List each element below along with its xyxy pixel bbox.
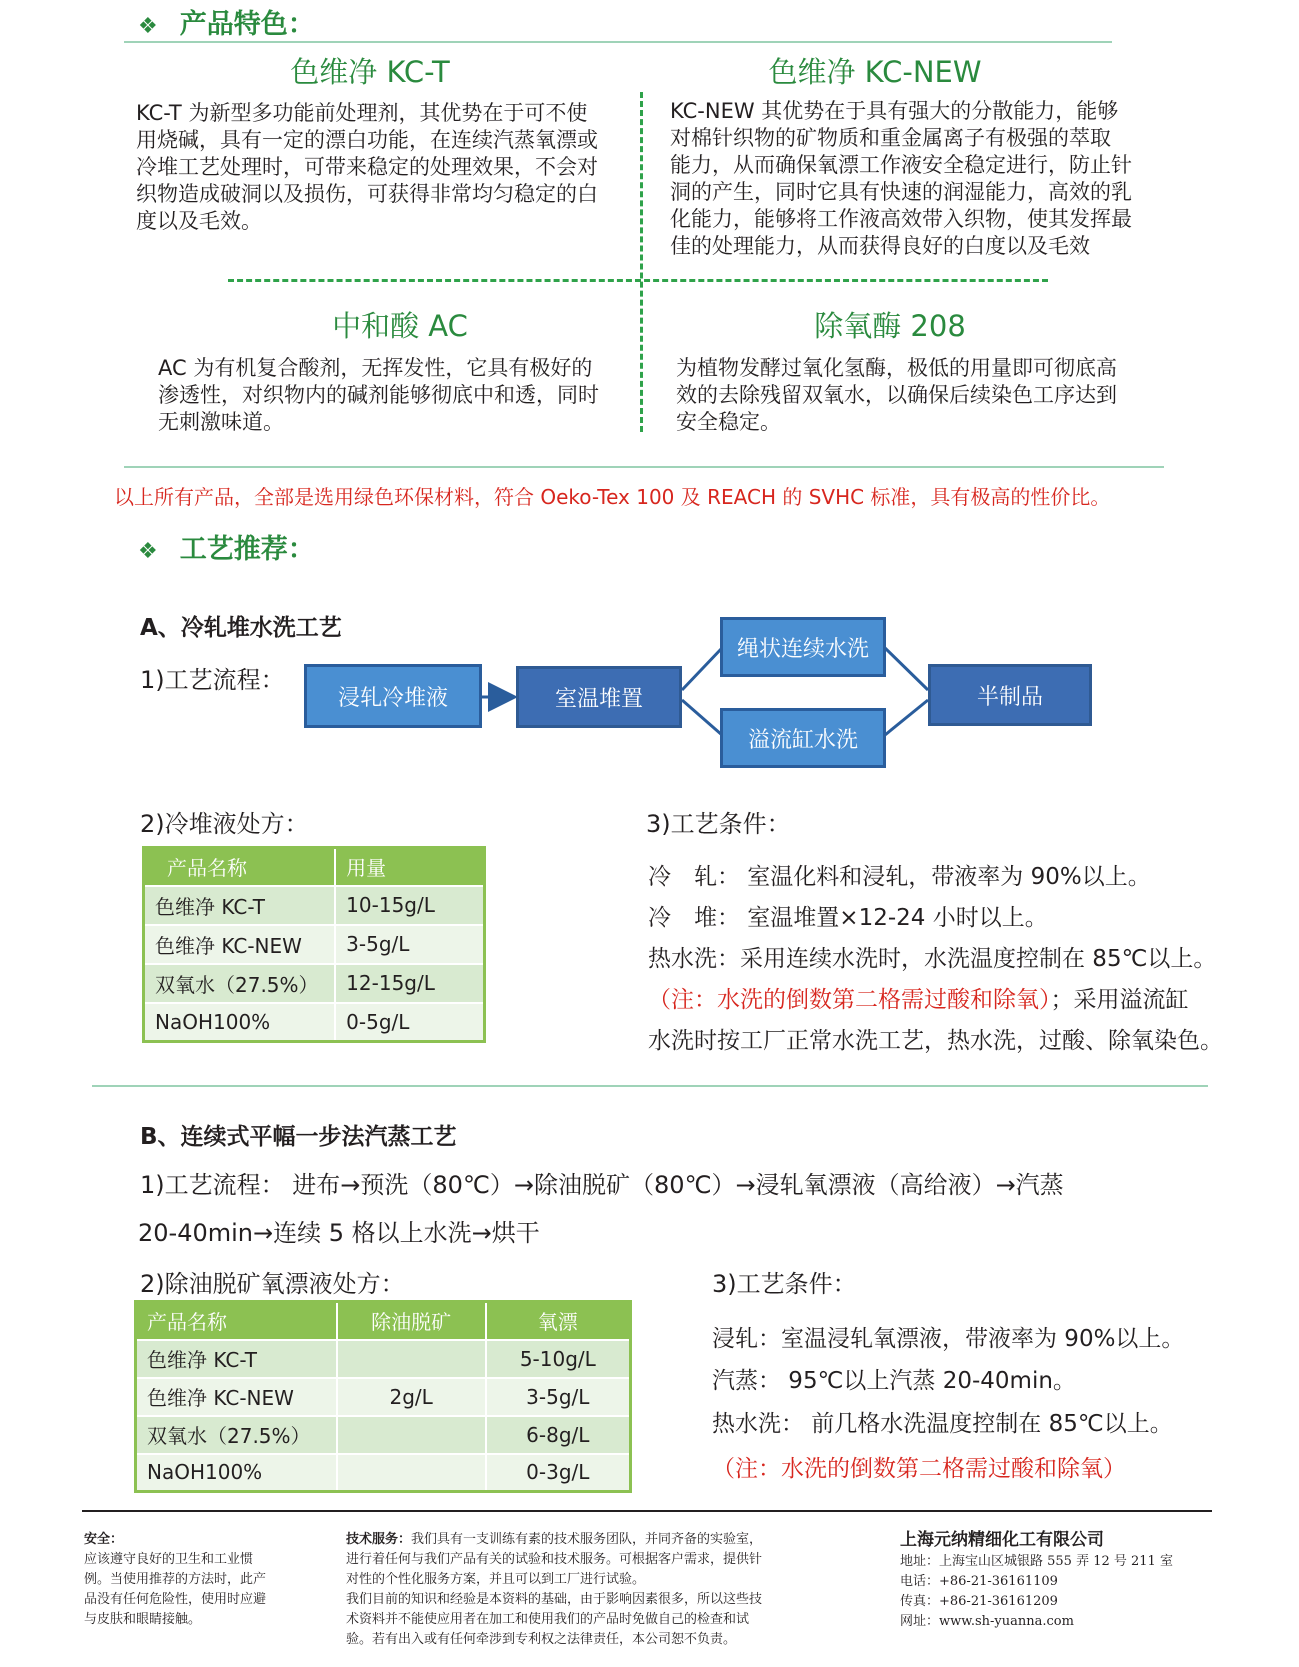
cond-a-line-5: 水洗时按工厂正常水洗工艺，热水洗，过酸、除氧染色。 — [648, 1028, 1223, 1054]
table-header: 产品名称 — [136, 1302, 337, 1340]
company-address: 地址：上海宝山区城银路 555 弄 12 号 211 室 — [900, 1554, 1173, 1569]
flow-line-merge-up — [885, 648, 928, 690]
diamond-bullet-icon: ❖ — [138, 14, 158, 39]
diamond-bullet-icon: ❖ — [138, 539, 158, 564]
table-row: NaOH100% 0-3g/L — [136, 1454, 631, 1492]
process-b-recipe-label: 2)除油脱矿氧漂液处方： — [140, 1270, 405, 1298]
table-row: 色维净 KC-T 10-15g/L — [144, 886, 485, 925]
process-b-flow-line-1: 1)工艺流程： 进布→预洗（80℃）→除油脱矿（80℃）→浸轧氧漂液（高给液）→汽蒸 — [140, 1171, 1064, 1199]
process-b-cond-label: 3)工艺条件： — [712, 1270, 857, 1298]
table-header: 产品名称 — [144, 848, 336, 886]
company-fax: 传真：+86-21-36161209 — [900, 1594, 1058, 1609]
process-b-title: B、连续式平幅一步法汽蒸工艺 — [140, 1124, 457, 1150]
table-row: 色维净 KC-T 5-10g/L — [136, 1340, 631, 1378]
cond-a-line-1: 冷 轧： 室温化料和浸轧，带液率为 90%以上。 — [648, 864, 1151, 890]
table-header: 用量 — [335, 848, 484, 886]
company-name: 上海元纳精细化工有限公司 — [900, 1530, 1104, 1550]
flow-step-pad-cold-batch: 浸轧冷堆液 — [304, 664, 482, 728]
product-title-ac: 中和酸 AC — [332, 309, 468, 343]
footer-divider — [82, 1510, 1212, 1512]
flow-step-overflow-wash: 溢流缸水洗 — [720, 708, 886, 768]
flow-step-room-temp-batch: 室温堆置 — [516, 666, 682, 728]
table-header: 氧漂 — [486, 1302, 631, 1340]
compliance-note: 以上所有产品，全部是选用绿色环保材料，符合 Oeko-Tex 100 及 REACH 的 SVHC 标准，具有极高的性价比。 — [114, 485, 1111, 509]
flow-step-rope-wash: 绳状连续水洗 — [720, 617, 886, 677]
cond-a-line-2: 冷 堆： 室温堆置×12-24 小时以上。 — [648, 905, 1048, 931]
process-a-recipe-label: 2)冷堆液处方： — [140, 810, 309, 838]
footer-safety: 安全： 应该遵守良好的卫生和工业惯 例。当使用推荐的方法时，此产 品没有任何危险性，使用时应避 与皮肤和眼睛接触。 — [84, 1532, 267, 1627]
product-title-kct: 色维净 KC-T — [290, 55, 450, 89]
cond-a-line-4: （注：水洗的倒数第二格需过酸和除氧）；采用溢流缸 — [648, 987, 1189, 1013]
features-heading-text: 产品特色： — [179, 9, 315, 40]
company-tel: 电话：+86-21-36161109 — [900, 1574, 1058, 1589]
product-desc-208: 为植物发酵过氧化氢酶，极低的用量即可彻底高 效的去除残留双氧水，以确保后续染色工序达到 安全稳定。 — [676, 356, 1117, 434]
cond-b-line-3: 热水洗： 前几格水洗温度控制在 85℃以上。 — [712, 1411, 1173, 1437]
product-desc-kcnew: KC-NEW 其优势在于具有强大的分散能力，能够 对棉针织物的矿物质和重金属离子有极强的萃取 能力，从而确保氧漂工作液安全稳定进行，防止针 洞的产生，同时它具有快速的润湿能力，高效的乳 化能力，能够将工作液高效带入织物，使其发挥最 佳的处理能力，从而获得良好的白度以及毛效 — [670, 99, 1132, 258]
footer-company — [900, 1528, 1220, 1632]
cond-b-line-2: 汽蒸： 95℃以上汽蒸 20-40min。 — [712, 1368, 1076, 1394]
product-desc-ac: AC 为有机复合酸剂，无挥发性，它具有极好的 渗透性，对织物内的碱剂能够彻底中和透，同时 无刺激味道。 — [158, 356, 599, 434]
recipe-table-b — [134, 1300, 632, 1493]
footer-tech-service: 技术服务：我们具有一支训练有素的技术服务团队，并同齐备的实验室， 进行着任何与我们产品有关的试验和技术服务。可根据客户需求，提供针 对性的个性化服务方案，并且可以到工厂进行试验。 我们目前的知识和经验是本资料的基础，由于影响因素很多，所以这些技 术资料并不能使应用者在加工和使用我们的产品时免做自己的检查和试 验。若有出入或有任何牵涉到专利权之法律责任，本公司恕不负责。 — [346, 1532, 763, 1647]
company-web: 网址：www.sh-yuanna.com — [900, 1614, 1074, 1629]
cond-b-line-4: （注：水洗的倒数第二格需过酸和除氧） — [712, 1456, 1126, 1482]
flow-step-semi-product: 半制品 — [928, 664, 1092, 726]
product-desc-kct: KC-T 为新型多功能前处理剂，其优势在于可不使 用烧碱，具有一定的漂白功能，在连续汽蒸氧漂或 冷堆工艺处理时，可带来稳定的处理效果，不会对 织物造成破洞以及损伤，可获得非常均匀稳定的白 度以及毛效。 — [136, 101, 598, 233]
process-a-flow-label: 1)工艺流程： — [140, 666, 285, 694]
table-row: 双氧水（27.5%） 12-15g/L — [144, 964, 485, 1003]
flow-line-down — [682, 700, 722, 735]
process-b-flow-line-2: 20-40min→连续 5 格以上水洗→烘干 — [138, 1219, 540, 1247]
flow-line-merge-down — [885, 700, 928, 735]
flow-line-up — [682, 648, 722, 690]
table-row: 色维净 KC-NEW 3-5g/L — [144, 925, 485, 964]
table-row: 色维净 KC-NEW 2g/L 3-5g/L — [136, 1378, 631, 1416]
product-title-kcnew: 色维净 KC-NEW — [768, 55, 982, 89]
table-row: NaOH100% 0-5g/L — [144, 1003, 485, 1042]
cond-a-line-3: 热水洗：采用连续水洗时，水洗温度控制在 85℃以上。 — [648, 946, 1217, 972]
table-header: 除油脱矿 — [337, 1302, 486, 1340]
process-a-title: A、冷轧堆水洗工艺 — [140, 615, 342, 641]
cond-b-line-1: 浸轧：室温浸轧氧漂液，带液率为 90%以上。 — [712, 1326, 1185, 1352]
table-row: 双氧水（27.5%） 6-8g/L — [136, 1416, 631, 1454]
divider — [92, 1085, 1208, 1087]
recipe-table-a — [142, 846, 486, 1043]
process-heading-text: 工艺推荐： — [179, 534, 315, 565]
process-a-cond-label: 3)工艺条件： — [646, 810, 791, 838]
product-title-208: 除氧酶 208 — [814, 309, 966, 343]
